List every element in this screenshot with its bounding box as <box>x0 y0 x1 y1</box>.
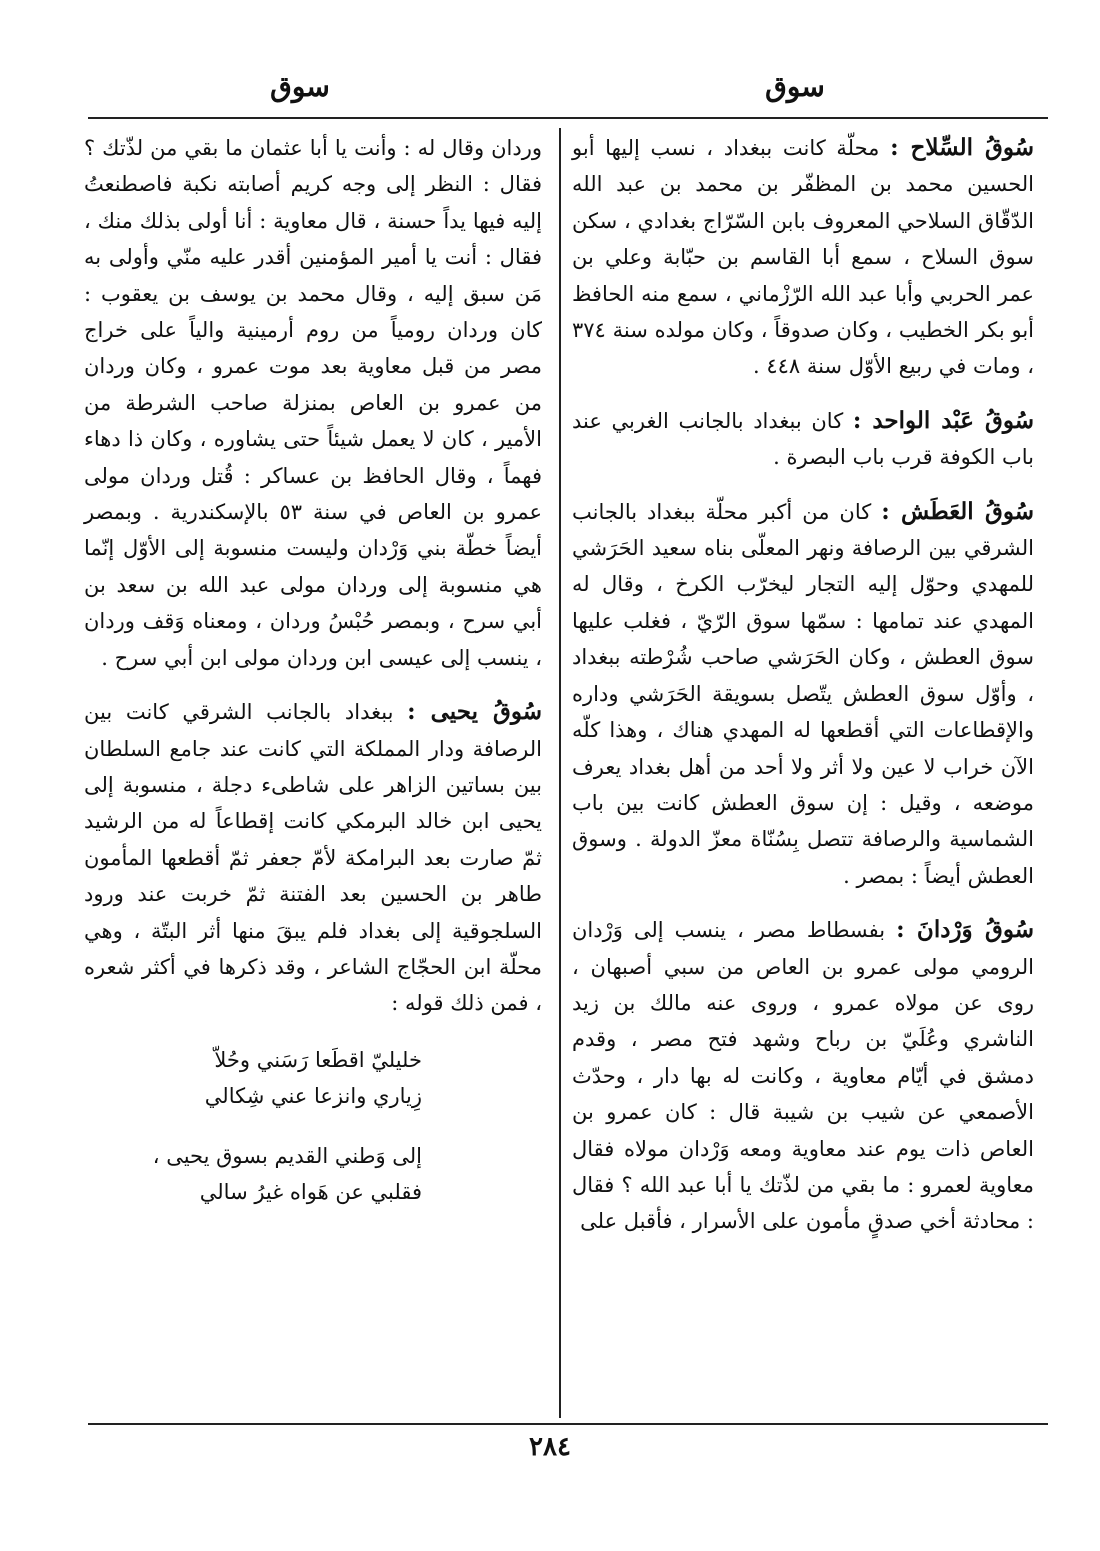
entry-suq-yahya <box>84 694 542 1022</box>
page-number: ٢٨٤ <box>529 1432 571 1462</box>
entry-headword: سُوقُ يحيى : <box>407 698 542 726</box>
poem-line: خليليّ اقطَعا رَسَني وحُلاّ <box>214 1047 422 1072</box>
column-divider <box>559 128 561 1418</box>
poem-line: زِياري وانزعا عني شِكالي <box>204 1083 422 1108</box>
poem-line: فقلبي عن هَواه غيرُ سالي <box>199 1179 422 1204</box>
right-column <box>572 130 1034 1258</box>
entry-headword: سُوقُ السِّلاح : <box>890 134 1034 161</box>
running-header-left: سوق <box>270 70 330 103</box>
entry-headword: سُوقُ وَرْدانَ : <box>896 916 1034 944</box>
poem <box>84 1042 542 1210</box>
entry-suq-al-silah <box>572 130 1034 385</box>
running-header-right: سوق <box>765 70 825 103</box>
entry-suq-wardan-continued <box>84 130 542 676</box>
entry-headword: سُوقُ عَبْد الواحد : <box>852 406 1034 434</box>
entry-text: وردان وقال له : وأنت يا أبا عثمان ما بقي من لذّتك ؟ فقال : النظر إلى وجه كريم أصابته نكبة فاصطنعتُ إليه فيها يداً حسنة ، قال معاوية : أنا أولى بذلك منك ، فقال : أنت يا أمير المؤمنين أقدر عليه منّي وأولى به مَن سبق إليه ، وقال محمد بن يوسف بن يعقوب : كان وردان رومياً من روم أرمينية والياً على خراج مصر من قبل معاوية بعد موت عمرو ، وكان وردان من عمرو بن العاص بمنزلة صاحب الشرطة من الأمير ، كان لا يعمل شيئاً حتى يشاوره ، وكان ذا دهاء فهماً ، وقال الحافظ بن عساكر : قُتل وردان مولى عمرو بن العاص في سنة ٥٣ بالإسكندرية . وبمصر أيضاً خطّة بني وَرْدان وليست منسوبة إلى الأوّل إنّما هي منسوبة إلى وردان مولى عبد الله بن سعد بن أبي سرح ، وبمصر حُبْسُ وردان ، ومعناه وَقف وردان ، ينسب إلى عيسى ابن وردان مولى ابن أبي سرح . <box>84 136 542 670</box>
entry-suq-wardan <box>572 912 1034 1240</box>
top-rule <box>88 117 1048 119</box>
entry-text: ببغداد بالجانب الشرقي كانت بين الرصافة ودار المملكة التي كانت عند جامع السلطان بين بساتين الزاهر على شاطىء دجلة ، منسوبة إلى يحيى ابن خالد البرمكي كانت إقطاعاً له من الرشيد ثمّ صارت بعد البرامكة لأمّ جعفر ثمّ أقطعها المأمون طاهر بن الحسين بعد الفتنة ثمّ خربت عند ورود السلجوقية إلى بغداد فلم يبقَ منها أثر البتّة ، وهي محلّة ابن الحجّاج الشاعر ، وقد ذكرها في أكثر شعره ، فمن ذلك قوله : <box>84 700 542 1016</box>
entry-headword: سُوقُ العَطَش : <box>881 497 1034 525</box>
entry-suq-abd-al-wahid <box>572 403 1034 476</box>
entry-text: كان ببغداد بالجانب الغربي عند باب الكوفة قرب باب البصرة . <box>572 408 1034 470</box>
entry-text: كان من أكبر محلّة ببغداد بالجانب الشرقي بين الرصافة ونهر المعلّى بناه سعيد الحَرَشي للمهدي وحوّل إليه التجار ليخرّب الكرخ ، وقال له المهدي عند تمامها : سمّها سوق الرّيّ ، فغلب عليها سوق العطش ، وكان الحَرَشي صاحب شُرْطته ببغداد ، وأوّل سوق العطش يتّصل بسويقة الحَرَشي وداره والإقطاعات التي أقطعها له المهدي هناك ، وهذا كلّه الآن خراب لا عين ولا أثر ولا أحد من أهل بغداد يعرف موضعه ، وقيل : إن سوق العطش كانت بين باب الشماسية والرصافة تتصل بِسُنّاة معزّ الدولة . وسوق العطش أيضاً : بمصر . <box>572 499 1034 888</box>
entry-text: محلّة كانت ببغداد ، نسب إليها أبو الحسين محمد بن المظفّر بن محمد بن عبد الله الدّقّاق السلاحي المعروف بابن السّرّاج بغدادي ، سكن سوق السلاح ، سمع أبا القاسم بن حبّابة وعلي بن عمر الحربي وأبا عبد الله الرّزْماني ، سمع منه الحافظ أبو بكر الخطيب ، وكان صدوقاً ، وكان مولده سنة ٣٧٤ ، ومات في ربيع الأوّل سنة ٤٤٨ . <box>572 136 1034 379</box>
bottom-rule <box>88 1423 1048 1425</box>
left-column <box>84 130 542 1210</box>
stanza-gap <box>84 1114 422 1138</box>
entry-suq-al-atash <box>572 494 1034 894</box>
poem-line: إلى وَطني القديم بسوق يحيى ، <box>152 1143 422 1168</box>
entry-text: بفسطاط مصر ، ينسب إلى وَرْدان الرومي مولى عمرو بن العاص من سبي أصبهان ، روى عن مولاه عمرو ، وروى عنه مالك بن زيد الناشري وعُلَيّ بن رباح وشهد فتح مصر ، وقدم دمشق في أيّام معاوية ، وكانت له بها دار ، وحدّث الأصمعي عن شيب بن شيبة قال : كان عمرو بن العاص ذات يوم عند معاوية ومعه وَرْدان مولاه فقال معاوية لعمرو : ما بقي من لذّتك يا أبا عبد الله ؟ فقال : محادثة أخي صدقٍ مأمون على الأسرار ، فأقبل على <box>572 918 1034 1234</box>
